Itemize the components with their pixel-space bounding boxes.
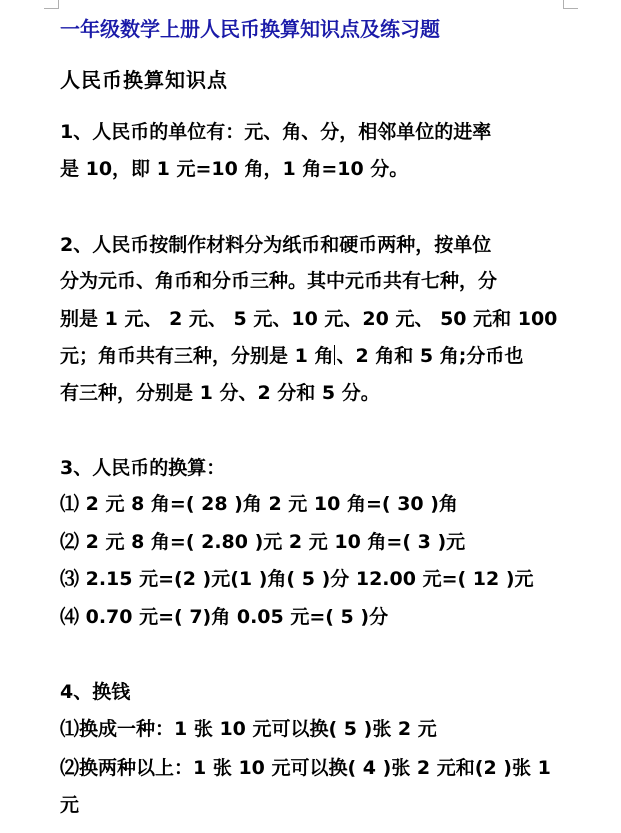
section-subtitle: 人民币换算知识点 (60, 68, 228, 92)
section2-line4-part2: 、2 角和 5 角;分币也 (336, 345, 524, 367)
section2-line5: 有三种，分别是 1 分、2 分和 5 分。 (60, 382, 380, 404)
page-corner-mark-left (44, 0, 59, 9)
section3-item1: ⑴ 2 元 8 角=( 28 )角 2 元 10 角=( 30 )角 (60, 493, 458, 515)
section2-line3: 别是 1 元、 2 元、 5 元、10 元、20 元、 50 元和 100 (60, 308, 558, 330)
section4-item2: ⑵换两种以上：1 张 10 元可以换( 4 )张 2 元和(2 )张 1 (60, 757, 551, 779)
section2-line1: 2、人民币按制作材料分为纸币和硬币两种，按单位 (60, 234, 492, 256)
section1-line1: 1、人民币的单位有：元、角、分，相邻单位的进率 (60, 121, 492, 143)
section2-line4-part1: 元；角币共有三种，分别是 1 角 (60, 345, 334, 367)
section4-heading: 4、换钱 (60, 681, 131, 703)
section2-line4 (60, 344, 523, 368)
section4-item1: ⑴换成一种：1 张 10 元可以换( 5 )张 2 元 (60, 718, 437, 740)
section3-heading: 3、人民币的换算： (60, 457, 226, 479)
section3-item2: ⑵ 2 元 8 角=( 2.80 )元 2 元 10 角=( 3 )元 (60, 531, 466, 553)
section3-item4: ⑷ 0.70 元=( 7)角 0.05 元=( 5 )分 (60, 606, 389, 628)
section1-line2: 是 10，即 1 元=10 角，1 角=10 分。 (60, 158, 409, 180)
section3-item3: ⑶ 2.15 元=(2 )元(1 )角( 5 )分 12.00 元=( 12 )元 (60, 568, 534, 590)
section2-line2: 分为元币、角币和分币三种。其中元币共有七种，分 (60, 270, 498, 292)
page-corner-mark-right (563, 0, 578, 9)
document-title: 一年级数学上册人民币换算知识点及练习题 (60, 17, 440, 41)
section4-item2-continued: 元 (60, 794, 80, 816)
